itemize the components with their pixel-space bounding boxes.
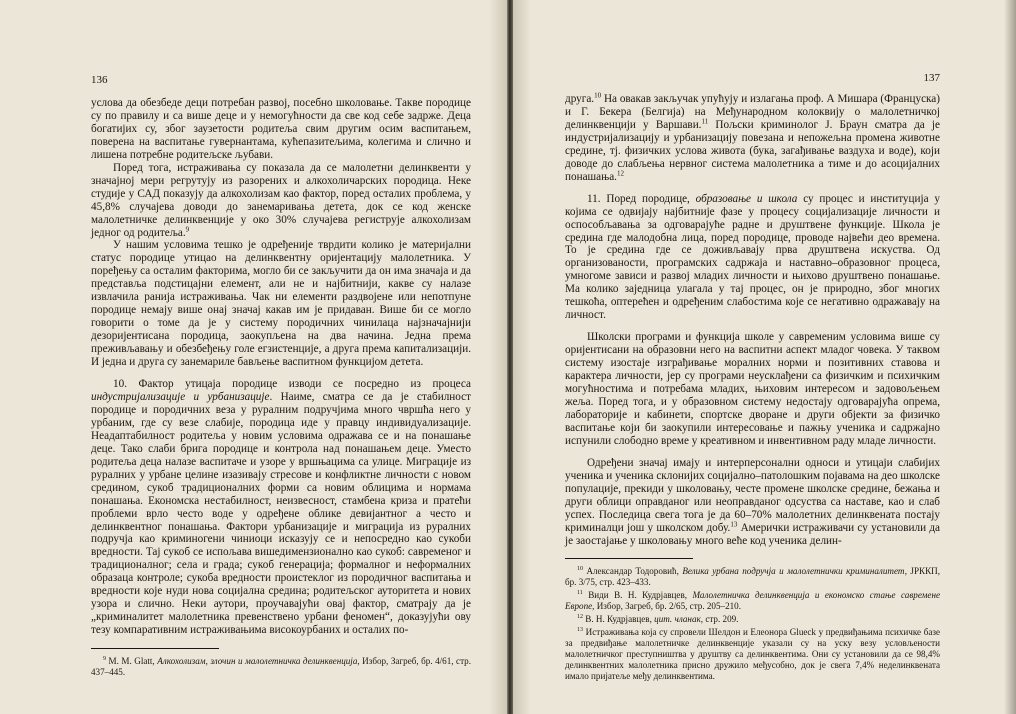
paragraph: Школски програми и функција школе у савременим условима више су оријентисани на образовни него на васпитни аспект младог човека. У таквом систему изостаје изграђивање моралних норми и позитивних ставова и карактера личности, јер су програми неусклађени са физичким и психичким могућностима и потребама младих, њиховим интересом и задовољењем жеља. Поред тога, и у образовном систему недостају одговарајућа опрема, лабораторије и кабинети, спортске дворане и други објекти за физичко васпитање који би заокупили интересовање и пажњу ученика и садржајно испунили слободно време у креативном и инвентивном раду младе личности. — [565, 331, 940, 447]
page-number: 136 — [91, 74, 108, 86]
paragraph: 10. Фактор утицаја породице изводи се посредно из процеса индустријализације и урбанизације. Наиме, сматра се да је стабилност породице и породичних веза у руралним подручјима много чвршћа него у урбаним, где су везе слабије, породица иде у правцу индивидуализације. Неадаптабилност родитеља у новим условима одражава се и на понашање деце. Тако слаби брига породице и контрола над понашањем деце. Уместо родитеља деца налазе васпитаче и узоре у вршњацима са улице. Миграције из руралних у урбане целине изазивају стресове и конфликтне личности с новом средином, сукоб традиционалних форми са новим облицима и нормама понашања. Економска нестабилност, неизвесност, стамбена криза и пратећи проблеми врло често воде у одређене облике девијантног а често и делинквентног понашања. Фактори урбанизације и миграција из руралних подручја као криминогени чиниоци исказују се и непосредно као сукоби вредности. Тај сукоб се испољава вишедимензионално као сукоб: савременог и традиционалног; села и града; сукоб генерација; формалног и неформалних образаца контроле; сукоба вредности проистеклог из породичног васпитања и вредности које нуди нова социјална средина; родитељског ауторитета и нових узора и слично. Неки аутори, проучавајући овај фактор, сматрају да је „криминалитет малолетника превенствено урбани феномен“, доказујући ову тезу компаративним истраживањима високоурбаних и осталих по- — [91, 378, 471, 637]
paragraph: услова да обезбеде деци потребан развој, посебно школовање. Такве породице су по правилу и са више деце и у немогућности да све код себе задрже. Деца богатијих су, због заузетости родитеља свим другим осим васпитањем, поверена на васпитање гувернантама, кућепазитељима, колегима и слично и лишена потребне родитељске љубави. — [91, 97, 471, 161]
paragraph: друга.$^{10}$ На овакав закључак упућују и излагања проф. А Мишара (Француска) и Г. Бекера (Белгија) на Међународном колоквију о малолетничкој делинквенцији у Варшави.$^{11}$ Пољски криминолог Ј. Браун сматра да је индустријализацију и урбанизацију повезана и непожељна промена животне средине, тј. физичких услова живота (бука, загађивање ваздуха и воде), који доводе до слабљења нервног система малолетника а тиме и до асоцијалних понашања.$^{12}$ — [565, 91, 940, 183]
footnote-rule — [91, 648, 219, 649]
footnote — [565, 614, 940, 625]
footnote-ref: 12 — [616, 168, 624, 177]
footnote-ref: 11 — [701, 117, 709, 126]
left-page — [0, 0, 507, 714]
right-page — [513, 0, 1016, 714]
footnote-number: 10 — [577, 566, 583, 573]
footnote — [565, 590, 940, 612]
paragraph — [91, 162, 471, 240]
footnote-rest: стр. 209. — [705, 614, 739, 625]
footnote-author: Види В. Н. Кудрјавцев, — [588, 590, 688, 601]
footnote-author: Александар Тодоровић, — [586, 566, 679, 577]
footnote-number: 9 — [103, 656, 106, 663]
footnote-rest: Избор, Загреб, бр. 4/61, стр. 437–445. — [91, 656, 471, 677]
footnote-rest: Избор, Загреб, бр. 2/65, стр. 205–210. — [596, 601, 741, 612]
paragraph — [565, 457, 940, 548]
footnote-author: В. Н. Кудрјавцев, — [585, 614, 652, 625]
footnote-ref: 10 — [594, 91, 602, 100]
left-body-text — [91, 97, 471, 637]
footnote-rest: ЈРККП, бр. 3/75, стр. 423–433. — [565, 566, 940, 588]
paragraph: 11. Поред породице, образовање и школа су процес и институција у којима се одвијају најбитније фазе у процесу социјализације личности и оспособљавања за одговарајуће радне и друштвене функције. Школа је средина где малодобна лица, поред породице, проводе највећи део времена. То је средина где се доживљавају прва друштвена искуства. Од организованости, програмских садржаја и наставно–образовног процеса, умногоме зависи и развој младих личности и њихово друштвено понашање. Ма колико заједница улагала у тај процес, он је природно, због многих тешкоћа, оптерећен и одређеним слабостима које се негативно одражавају на личност. — [565, 192, 940, 322]
paragraph: У нашим условима тешко је одређеније тврдити колико је материјални статус породице утицао на делинквентну оријентацију малолетника. У поређењу са осталим факторима, могло би се закључити да он има значаја и да представља подстицајни елемент, али не и најбитнији, какве су налазе извлачила ранија истраживања. Чак ни елементи раздвојене или непотпуне породице немају више онај значај какав им је придаван. Више би се могло говорити о томе да је у систему породичних чинилаца најзначајнији дезоријентисана породица, заокупљена на два начина. Једна према преживљавању и обезбеђењу голе егзистенције, а друга према капитализацији. И једна и друга су занемариле бављење васпитном функцијом детета. — [91, 239, 471, 369]
footnote — [565, 627, 940, 682]
footnote-number: 11 — [577, 590, 583, 597]
footnotes — [91, 656, 471, 678]
footnote-title: Малолетничка делинквенција и економско стање савремене Европе, — [565, 590, 941, 612]
footnote-ref: 13 — [730, 519, 738, 528]
footnote-rule — [565, 558, 693, 559]
paragraph-text: Одређени значај имају и интерперсонални односи и утицаји слабијих ученика и ученика склонијих социјално–патолошким појавама на део школске популације, прекиди у школовању, честе промене школске средине, бежања и други облици оправданог или неоправданог одсуства са наставе, као и слаб успех. Последица свега тога је да 60–70% малолетних делинквената постају криминалци још у школском добу.$^{13}$ Амерички истраживачи су установили да је заостајање у школовању много веће код ученика делин- — [565, 456, 940, 547]
footnote-title: Алкохолизам, злочин и малолетничка делинквенција, — [157, 656, 360, 667]
footnote-title: Велика урбана подручја и малолетнички криминалитет, — [682, 566, 907, 577]
footnotes — [565, 566, 940, 681]
footnote-rest: Истраживања која су спровели Шелдон и Елеонора Glueck у предвиђањима психичке базе за предвиђање малолетничке делинквенције указали су на уску везу условљености малолетничког преступништва у друштву са делинквентима. Они су установили да се 98,4% делинквентних малолетника присно дружило међусобно, док је свега 7,4% неделинквената имало пријатеље међу делинквентима. — [565, 626, 940, 681]
footnote — [565, 566, 940, 588]
footnote-number: 12 — [577, 614, 583, 621]
right-body-text — [565, 93, 940, 547]
footnote-title: цит. чланак, — [654, 614, 704, 625]
footnote-author: М. М. Glatt, — [108, 656, 155, 667]
footnote-number: 13 — [577, 626, 583, 633]
footnote-ref: 9 — [185, 224, 190, 233]
paragraph-text: Поред тога, истраживања су показала да се малолетни делинквенти у значајној мери регрутују из разорених и алкохоличарских породица. Неке студије у САД показују да алкохолизам као фактор, поред осталих проблема, у 45,8% случајева доводи до занемаривања детета, док се код женске малолетничке делинквенције у око 30% случајева региструје алкохолизам једног од родитеља. — [91, 161, 471, 239]
page-number: 137 — [923, 72, 940, 84]
footnote — [91, 656, 471, 678]
